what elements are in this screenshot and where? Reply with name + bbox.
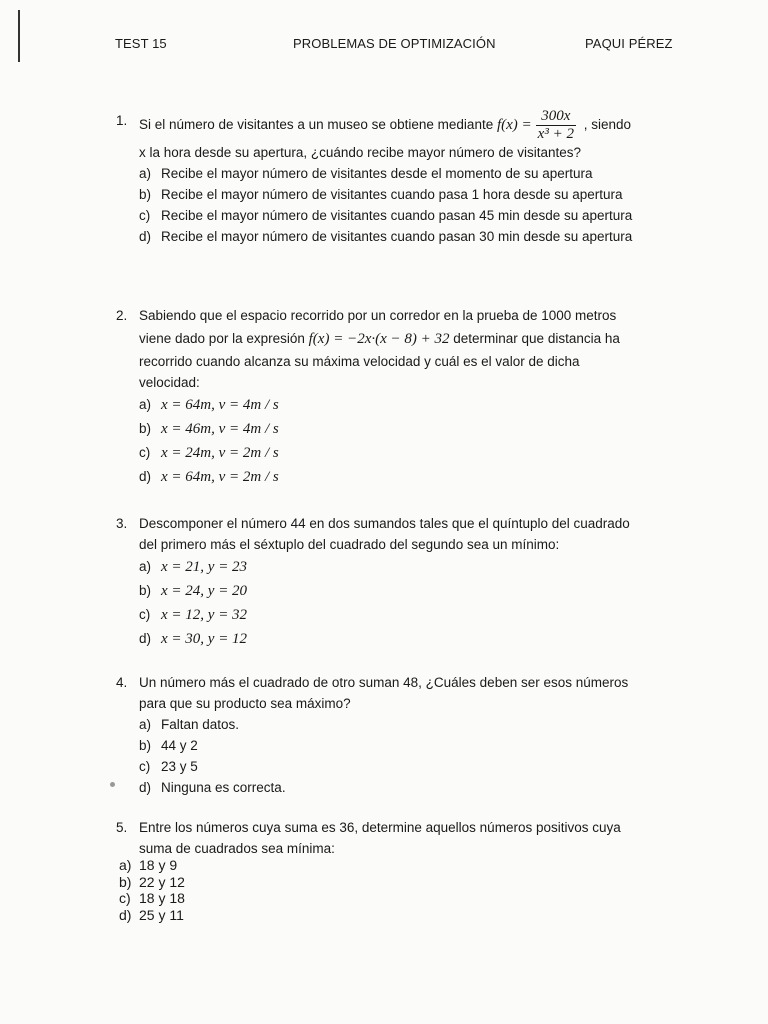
options-list (139, 163, 676, 247)
question-text: Sabiendo que el espacio recorrido por un corredor en la prueba de 1000 metros (139, 308, 617, 323)
question-text-line-2: suma de cuadrados sea mínima: (139, 841, 335, 856)
margin-mark (18, 10, 20, 62)
formula-lhs: f(x) = (496, 117, 532, 134)
option-c: c) Recibe el mayor número de visitantes cuando pasan 45 min desde su apertura (139, 208, 633, 223)
option-a: a) x = 21, y = 23 (139, 559, 248, 575)
question-number: 3. (116, 516, 128, 531)
question-text-line-2: para que su producto sea máximo? (139, 696, 351, 711)
author-name: PAQUI PÉREZ (585, 36, 673, 51)
question-5 (116, 817, 676, 859)
option-a: a) Recibe el mayor número de visitantes desde el momento de su apertura (139, 166, 593, 181)
option-d: d) x = 30, y = 12 (139, 631, 248, 647)
question-number: 2. (116, 308, 128, 323)
question-text: Descomponer el número 44 en dos sumandos tales que el quíntuplo del cuadrado (139, 516, 630, 531)
option-c: c) 23 y 5 (139, 759, 198, 774)
option-b: b) Recibe el mayor número de visitantes cuando pasa 1 hora desde su apertura (139, 187, 623, 202)
question-number: 1. (116, 113, 128, 128)
option-b: b) x = 46m, v = 4m / s (139, 421, 279, 437)
option-c: c) x = 12, y = 32 (139, 607, 248, 623)
question-5-options (119, 857, 185, 923)
option-a: a) 18 y 9 (119, 857, 178, 873)
question-2 (116, 305, 676, 489)
formula-fraction (536, 108, 576, 143)
option-d: d) 25 y 11 (119, 906, 184, 923)
question-1 (116, 108, 676, 247)
question-text: Entre los números cuya suma es 36, determine aquellos números positivos cuya (139, 820, 621, 835)
question-number: 5. (116, 820, 128, 835)
formula: f(x) = −2x·(x − 8) + 32 (308, 331, 450, 347)
question-number: 4. (116, 675, 128, 690)
options-list (139, 393, 676, 489)
question-text-line-2: del primero más el séxtuplo del cuadrado del segundo sea un mínimo: (139, 537, 560, 552)
page-title: PROBLEMAS DE OPTIMIZACIÓN (293, 36, 496, 51)
option-b: b) x = 24, y = 20 (139, 583, 248, 599)
option-c: c) 18 y 18 (119, 890, 185, 906)
option-d: d) Ninguna es correcta. (139, 780, 286, 795)
question-4 (116, 672, 676, 798)
option-a: a) x = 64m, v = 4m / s (139, 397, 279, 413)
options-list (139, 714, 676, 798)
options-list (139, 555, 676, 651)
option-a: a) Faltan datos. (139, 717, 240, 732)
fraction-denominator: x³ + 2 (537, 126, 574, 142)
fraction-numerator: 300x (536, 108, 576, 126)
question-text-line-2: viene dado por la expresión f(x) = −2x·(x − 8) + 32 determinar que distancia ha (139, 331, 620, 347)
question-text-line-2: x la hora desde su apertura, ¿cuándo recibe mayor número de visitantes? (139, 145, 581, 160)
option-c: c) x = 24m, v = 2m / s (139, 445, 279, 461)
option-b: b) 44 y 2 (139, 738, 198, 753)
pen-mark (110, 782, 115, 787)
question-text-line-3: recorrido cuando alcanza su máxima velocidad y cuál es el valor de dicha (139, 354, 580, 369)
option-d: d) x = 64m, v = 2m / s (139, 469, 279, 485)
option-d: d) Recibe el mayor número de visitantes cuando pasan 30 min desde su apertura (139, 229, 633, 244)
question-3 (116, 513, 676, 651)
question-text: Si el número de visitantes a un museo se obtiene mediante f(x) = $\frac{300x}{\text{x³ + 2}}$ , siendo (139, 108, 632, 142)
question-text: Un número más el cuadrado de otro suman 48, ¿Cuáles deben ser esos números (139, 675, 629, 690)
test-number: TEST 15 (115, 36, 167, 51)
question-text-line-4: velocidad: (139, 375, 200, 390)
option-b: b) 22 y 12 (119, 873, 185, 890)
